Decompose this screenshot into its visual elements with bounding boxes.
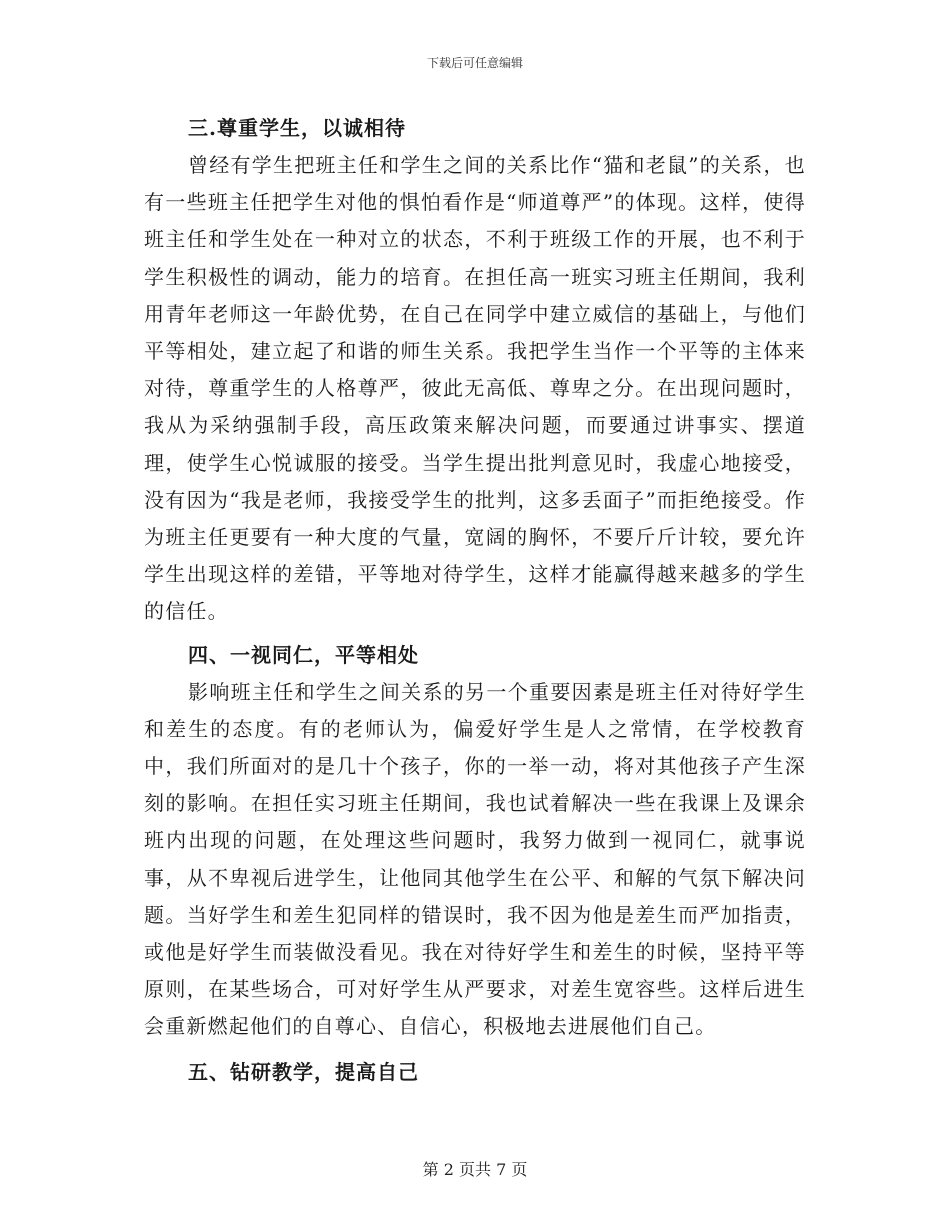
section-heading-3: 三.尊重学生，以诚相待 xyxy=(188,116,406,140)
page-header-note: 下载后可任意编辑 xyxy=(426,56,523,70)
section-heading-4: 四、一视同仁，平等相处 xyxy=(188,642,419,667)
section-heading-5: 五、钻研教学，提高自己 xyxy=(188,1059,419,1084)
document-body xyxy=(144,110,806,1091)
section-paragraph-3: 曾经有学生把班主任和学生之间的关系比作“猫和老鼠”的关系，也有一些班主任把学生对他的惧怕看作是“师道尊严”的体现。这样，使得班主任和学生处在一种对立的状态，不利于班级工作的开展，也不利于学生积极性的调动，能力的培育。在担任高一班实习班主任期间，我利用青年老师这一年龄优势，在自己在同学中建立威信的基础上，与他们平等相处，建立起了和谐的师生关系。我把学生当作一个平等的主体来对待，尊重学生的人格尊严，彼此无高低、尊卑之分。在出现问题时，我从为采纳强制手段，高压政策来解决问题，而要通过讲事实、摆道理，使学生心悦诚服的接受。当学生提出批判意见时，我虚心地接受，没有因为“我是老师，我接受学生的批判，这多丢面子”而拒绝接受。作为班主任更要有一种大度的气量，宽阔的胸怀，不要斤斤计较，要允许学生出现这样的差错，平等地对待学生，这样才能赢得越来越多的学生的信任。 xyxy=(144,153,806,624)
section-paragraph-4: 影响班主任和学生之间关系的另一个重要因素是班主任对待好学生和差生的态度。有的老师认为，偏爱好学生是人之常情，在学校教育中，我们所面对的是几十个孩子，你的一举一动，将对其他孩子产生深刻的影响。在担任实习班主任期间，我也试着解决一些在我课上及课余班内出现的问题，在处理这些问题时，我努力做到一视同仁，就事说事，从不卑视后进学生，让他同其他学生在公平、和解的气氛下解决问题。当好学生和差生犯同样的错误时，我不因为他是差生而严加指责，或他是好学生而装做没看见。我在对待好学生和差生的时候，坚持平等原则，在某些场合，可对好学生从严要求，对差生宽容些。这样后进生会重新燃起他们的自尊心、自信心，积极地去进展他们自己。 xyxy=(144,679,806,1039)
page-footer: 第 2 页共 7 页 xyxy=(422,1160,528,1179)
